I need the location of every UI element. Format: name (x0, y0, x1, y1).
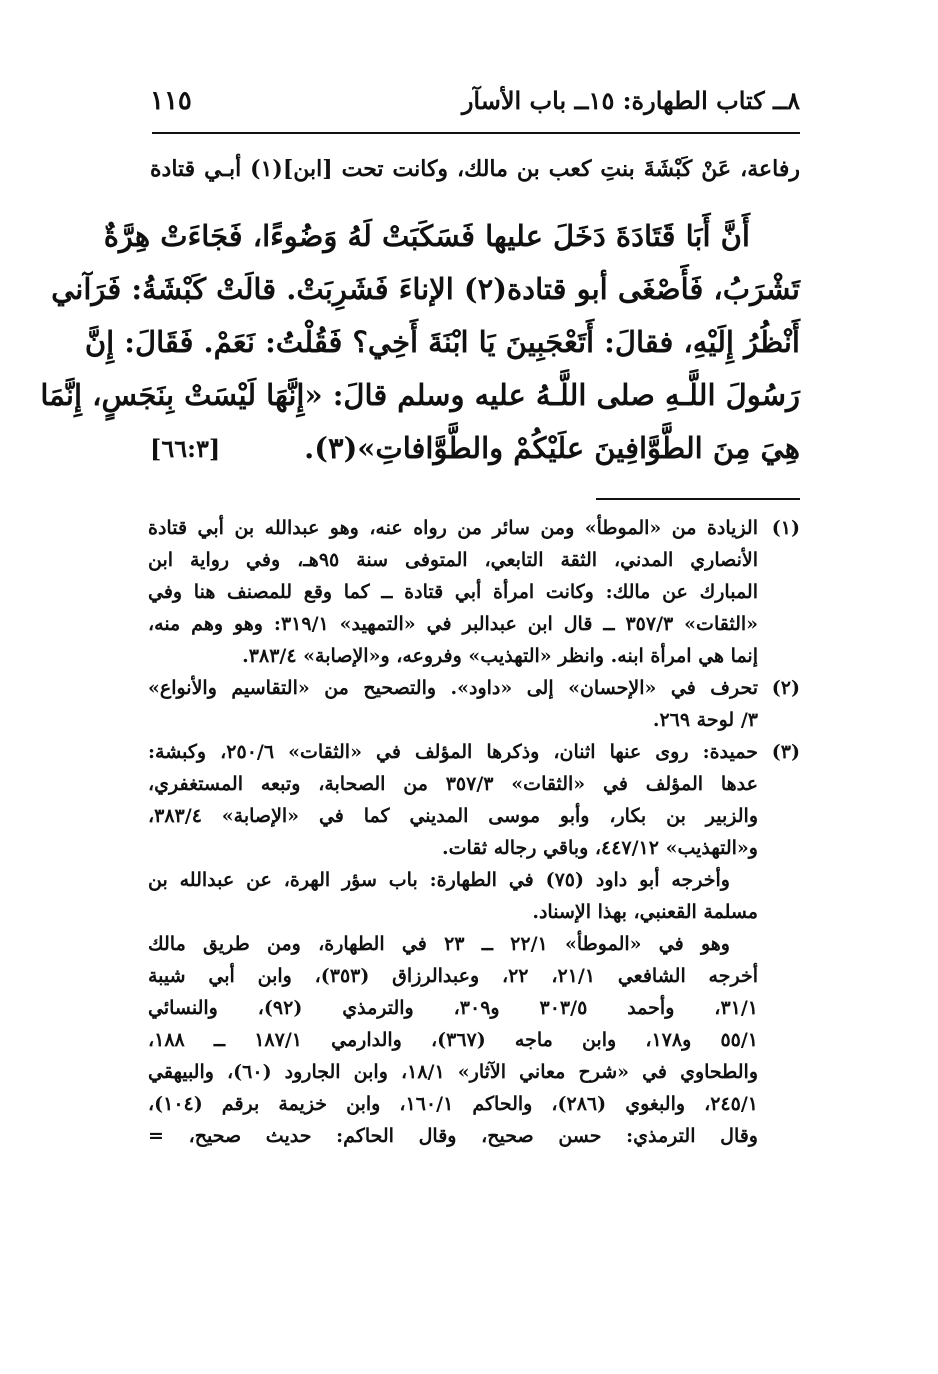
footnote-line: وهو في «الموطأ» ٢٢/١ ــ ٢٣ في الطهارة، ومن طريق مالك (148, 933, 730, 955)
hadith-line: رَسُولَ اللَّـهِ صلى اللَّـهُ عليه وسلم قالَ: «إِنَّهَا لَيْسَتْ بِنَجَسٍ، إِنَّمَا (40, 378, 800, 412)
footnote-number: (٣) (771, 741, 800, 763)
hadith-line: أَنَّ أَبَا قَتَادَةَ دَخَلَ عليها فَسَكَبَتْ لَهُ وَضُوءًا، فَجَاءَتْ هِرَّةٌ (103, 219, 750, 253)
footnote-line: ٣/ لوحة ٢٦٩. (652, 709, 758, 731)
isnad-line: رفاعة، عَنْ كَبْشَةَ بنتِ كعب بن مالك، وكانت تحت [ابن](١) أبـي قتادة (150, 156, 800, 182)
hadith-line-text: هِيَ مِنَ الطَّوَّافِينَ علَيْكُمْ والطَّوَّافاتِ»(٣). (304, 431, 800, 465)
footnote-line: الزيادة من «الموطأ» ومن سائر من رواه عنه، وهو عبدالله بن أبي قتادة (148, 517, 758, 539)
footnote-line: وأخرجه أبو داود (٧٥) في الطهارة: باب سؤر الهرة، عن عبدالله بن (148, 869, 730, 891)
footnote-line: والطحاوي في «شرح معاني الآثار» ١٨/١، وابن الجارود (٦٠)، والبيهقي (148, 1061, 759, 1083)
footnote-3 (148, 736, 800, 1152)
footnote-line: ٢٤٥/١، والبغوي (٢٨٦)، والحاكم ١٦٠/١، وابن خزيمة برقم (١٠٤)، (148, 1093, 758, 1115)
hadith-text (40, 210, 800, 475)
footnote-line: ٥٥/١ و١٧٨، وابن ماجه (٣٦٧)، والدارمي ١٨٧/١ ــ ١٨٨، (148, 1029, 758, 1051)
header-divider (152, 132, 800, 134)
footnote-2 (148, 672, 800, 736)
footnote-line: و«التهذيب» ٤٤٧/١٢، وباقي رجاله ثقات. (441, 837, 758, 859)
footnote-line: عدها المؤلف في «الثقات» ٣٥٧/٣ من الصحابة، وتبعه المستغفري، (148, 773, 758, 795)
page-number: ١١٥ (150, 86, 192, 116)
footnote-line: «الثقات» ٣٥٧/٣ ــ قال ابن عبدالبر في «التمهيد» ٣١٩/١: وهو وهم منه، (148, 613, 759, 635)
footnote-divider (596, 498, 800, 500)
footnote-line: والزبير بن بكار، وأبو موسى المديني كما في «الإصابة» ٣٨٣/٤، (148, 805, 758, 827)
footnote-1 (148, 512, 800, 672)
footnote-line: ٣١/١، وأحمد ٣٠٣/٥ و٣٠٩، والترمذي (٩٢)، والنسائي (148, 997, 758, 1019)
footnote-line: أخرجه الشافعي ٢١/١، ٢٢، وعبدالرزاق (٣٥٣)، وابن أبي شيبة (148, 965, 758, 987)
hadith-line-last (130, 422, 800, 475)
hadith-reference: [٦٦:٣] (150, 434, 221, 463)
footnote-line: المبارك عن مالك: وكانت امرأة أبي قتادة ــ كما وقع للمصنف هنا وفي (148, 581, 758, 603)
footnote-line: وقال الترمذي: حسن صحيح، وقال الحاكم: حديث صحيح، = (148, 1125, 758, 1147)
footnote-line: الأنصاري المدني، الثقة التابعي، المتوفى سنة ٩٥هـ، وفي رواية ابن (148, 549, 758, 571)
footnote-line: مسلمة القعنبي، بهذا الإسناد. (532, 901, 758, 923)
footnotes (148, 512, 800, 1152)
running-header (150, 86, 800, 130)
footnote-number: (١) (771, 517, 800, 539)
footnote-number: (٢) (771, 677, 800, 699)
hadith-line: تَشْرَبُ، فَأَصْغَى أبو قتادة(٢) الإناءَ فَشَرِبَتْ. قالَتْ كَبْشَةُ: فَرَآني (51, 272, 800, 306)
hadith-line: أَنْظُرُ إِلَيْهِ، فقالَ: أَتَعْجَبِينَ يَا ابْنَةَ أَخِي؟ فَقُلْتُ: نَعَمْ. فَقَالَ: إِنَّ (84, 325, 800, 359)
chapter-title: ٨ــ كتاب الطهارة: ١٥ــ باب الأسآر (461, 86, 800, 115)
footnote-line: إنما هي امرأة ابنه. وانظر «التهذيب» وفروعه، و«الإصابة» ٣٨٣/٤. (242, 645, 758, 667)
footnote-line: تحرف في «الإحسان» إلى «داود». والتصحيح من «التقاسيم والأنواع» (148, 677, 758, 699)
footnote-line: حميدة: روى عنها اثنان، وذكرها المؤلف في «الثقات» ٢٥٠/٦، وكبشة: (148, 741, 758, 763)
